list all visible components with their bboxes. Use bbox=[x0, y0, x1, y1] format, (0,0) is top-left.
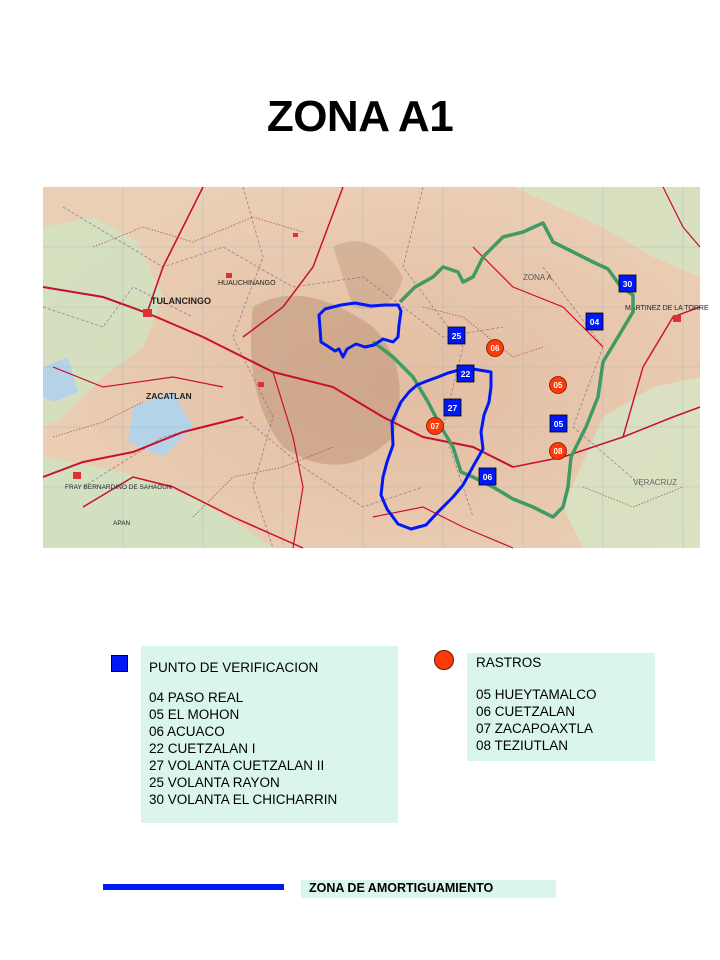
verification-point-label: 04 bbox=[589, 317, 600, 327]
legend-item: 25 VOLANTA RAYON bbox=[149, 775, 280, 790]
map-canvas bbox=[43, 187, 709, 548]
buffer-zone-symbol bbox=[103, 884, 284, 890]
verification-point-label: 22 bbox=[460, 369, 471, 379]
rastro-label: 05 bbox=[553, 381, 563, 390]
place-label: ZONA A bbox=[523, 273, 552, 282]
rastro-label: 07 bbox=[430, 422, 440, 431]
legend-item: 06 CUETZALAN bbox=[476, 704, 576, 719]
rastro-label: 08 bbox=[553, 447, 563, 456]
place-label: VERACRUZ bbox=[633, 478, 678, 487]
verification-point-label: 25 bbox=[451, 331, 462, 341]
rastro-symbol bbox=[434, 650, 454, 670]
place-label: TULANCINGO bbox=[151, 296, 211, 306]
rastros-legend bbox=[467, 653, 655, 761]
page-title: ZONA A1 bbox=[266, 92, 454, 141]
verification-point-label: 30 bbox=[622, 279, 633, 289]
place-label: APAN bbox=[113, 520, 131, 527]
legend-item: 04 PASO REAL bbox=[149, 690, 244, 705]
verification-legend-title: PUNTO DE VERIFICACION bbox=[149, 660, 319, 675]
place-label: ZACATLAN bbox=[146, 391, 192, 401]
rastro-label: 06 bbox=[490, 344, 500, 353]
rastros-legend-title: RASTROS bbox=[476, 655, 542, 670]
legend-item: 22 CUETZALAN I bbox=[149, 741, 256, 756]
place-label: MARTINEZ DE LA TORRE bbox=[625, 305, 709, 312]
verification-point-symbol bbox=[111, 655, 128, 672]
legend-item: 05 EL MOHON bbox=[149, 707, 240, 722]
verification-point-label: 06 bbox=[482, 472, 493, 482]
map-area[interactable] bbox=[43, 187, 709, 548]
buffer-zone-label: ZONA DE AMORTIGUAMIENTO bbox=[301, 880, 556, 898]
verification-point-label: 05 bbox=[553, 419, 564, 429]
verification-legend bbox=[141, 646, 398, 823]
legend-item: 05 HUEYTAMALCO bbox=[476, 687, 597, 702]
place-label: FRAY BERNARDINO DE SAHAGUN bbox=[65, 484, 172, 491]
place-label: HUAUCHINANGO bbox=[218, 280, 276, 287]
verification-point-label: 27 bbox=[447, 403, 458, 413]
legend-item: 08 TEZIUTLAN bbox=[476, 738, 569, 753]
legend-item: 27 VOLANTA CUETZALAN II bbox=[149, 758, 325, 773]
legend-item: 30 VOLANTA EL CHICHARRIN bbox=[149, 792, 338, 807]
legend-item: 06 ACUACO bbox=[149, 724, 225, 739]
legend-item: 07 ZACAPOAXTLA bbox=[476, 721, 594, 736]
